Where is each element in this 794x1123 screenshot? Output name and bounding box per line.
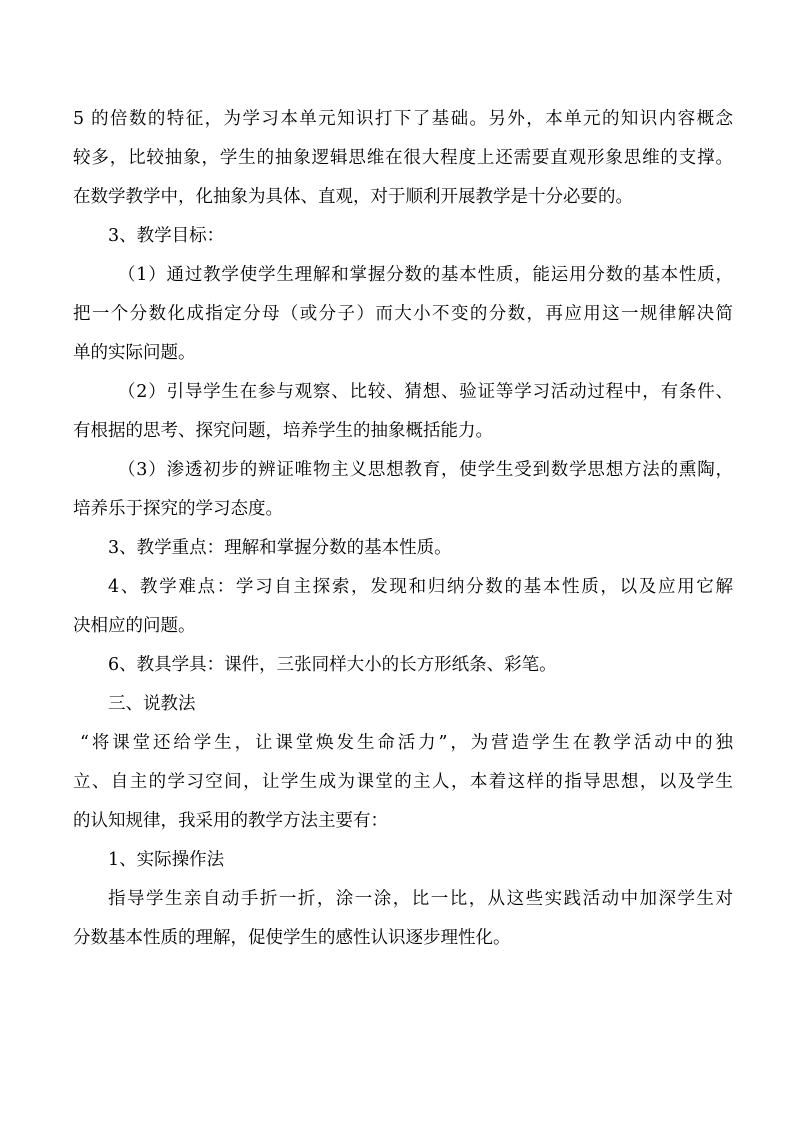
section-heading-teaching-goals: 3、教学目标： — [108, 226, 225, 246]
paragraph-line: （1）通过教学使学生理解和掌握分数的基本性质，能运用分数的基本性质， — [118, 265, 733, 285]
paragraph-line: 分数基本性质的理解，促使学生的感性认识逐步理性化。 — [73, 928, 511, 948]
paragraph-line: 培养乐于探究的学习态度。 — [73, 499, 283, 519]
section-heading-key-points: 3、教学重点：理解和掌握分数的基本性质。 — [108, 538, 452, 558]
paragraph-line: 立、自主的学习空间，让学生成为课堂的主人，本着这样的指导思想，以及学生 — [73, 772, 733, 792]
paragraph-line: 的认知规律，我采用的教学方法主要有： — [73, 811, 388, 831]
paragraph-line: 把一个分数化成指定分母（或分子）而大小不变的分数，再应用这一规律解决简 — [73, 304, 733, 324]
paragraph-line: 指导学生亲自动手折一折，涂一涂，比一比，从这些实践活动中加深学生对 — [108, 889, 733, 909]
section-heading-hands-on-method: 1、实际操作法 — [108, 850, 225, 870]
paragraph-line: 5 的倍数的特征，为学习本单元知识打下了基础。另外，本单元的知识内容概念 — [73, 109, 733, 129]
paragraph-line: 在数学教学中，化抽象为具体、直观，对于顺利开展教学是十分必要的。 — [73, 187, 633, 207]
paragraph-line: “将课堂还给学生，让课堂焕发生命活力”，为营造学生在教学活动中的独 — [80, 733, 733, 753]
paragraph-line: （3）渗透初步的辨证唯物主义思想教育，使学生受到数学思想方法的熏陶， — [118, 460, 733, 480]
paragraph-line: 单的实际问题。 — [73, 343, 196, 363]
paragraph-line: 有根据的思考、探究问题，培养学生的抽象概括能力。 — [73, 421, 493, 441]
document-body — [73, 100, 733, 958]
section-heading-teaching-aids: 6、教具学具：课件，三张同样大小的长方形纸条、彩笔。 — [108, 655, 557, 675]
section-heading-teaching-methods: 三、说教法 — [108, 694, 196, 714]
section-heading-difficulties: 4、教学难点：学习自主探索，发现和归纳分数的基本性质，以及应用它解 — [108, 577, 733, 597]
paragraph-line: 较多，比较抽象，学生的抽象逻辑思维在很大程度上还需要直观形象思维的支撑。 — [73, 148, 733, 168]
paragraph-line: 决相应的问题。 — [73, 616, 196, 636]
paragraph-line: （2）引导学生在参与观察、比较、猜想、验证等学习活动过程中，有条件、 — [118, 382, 733, 402]
